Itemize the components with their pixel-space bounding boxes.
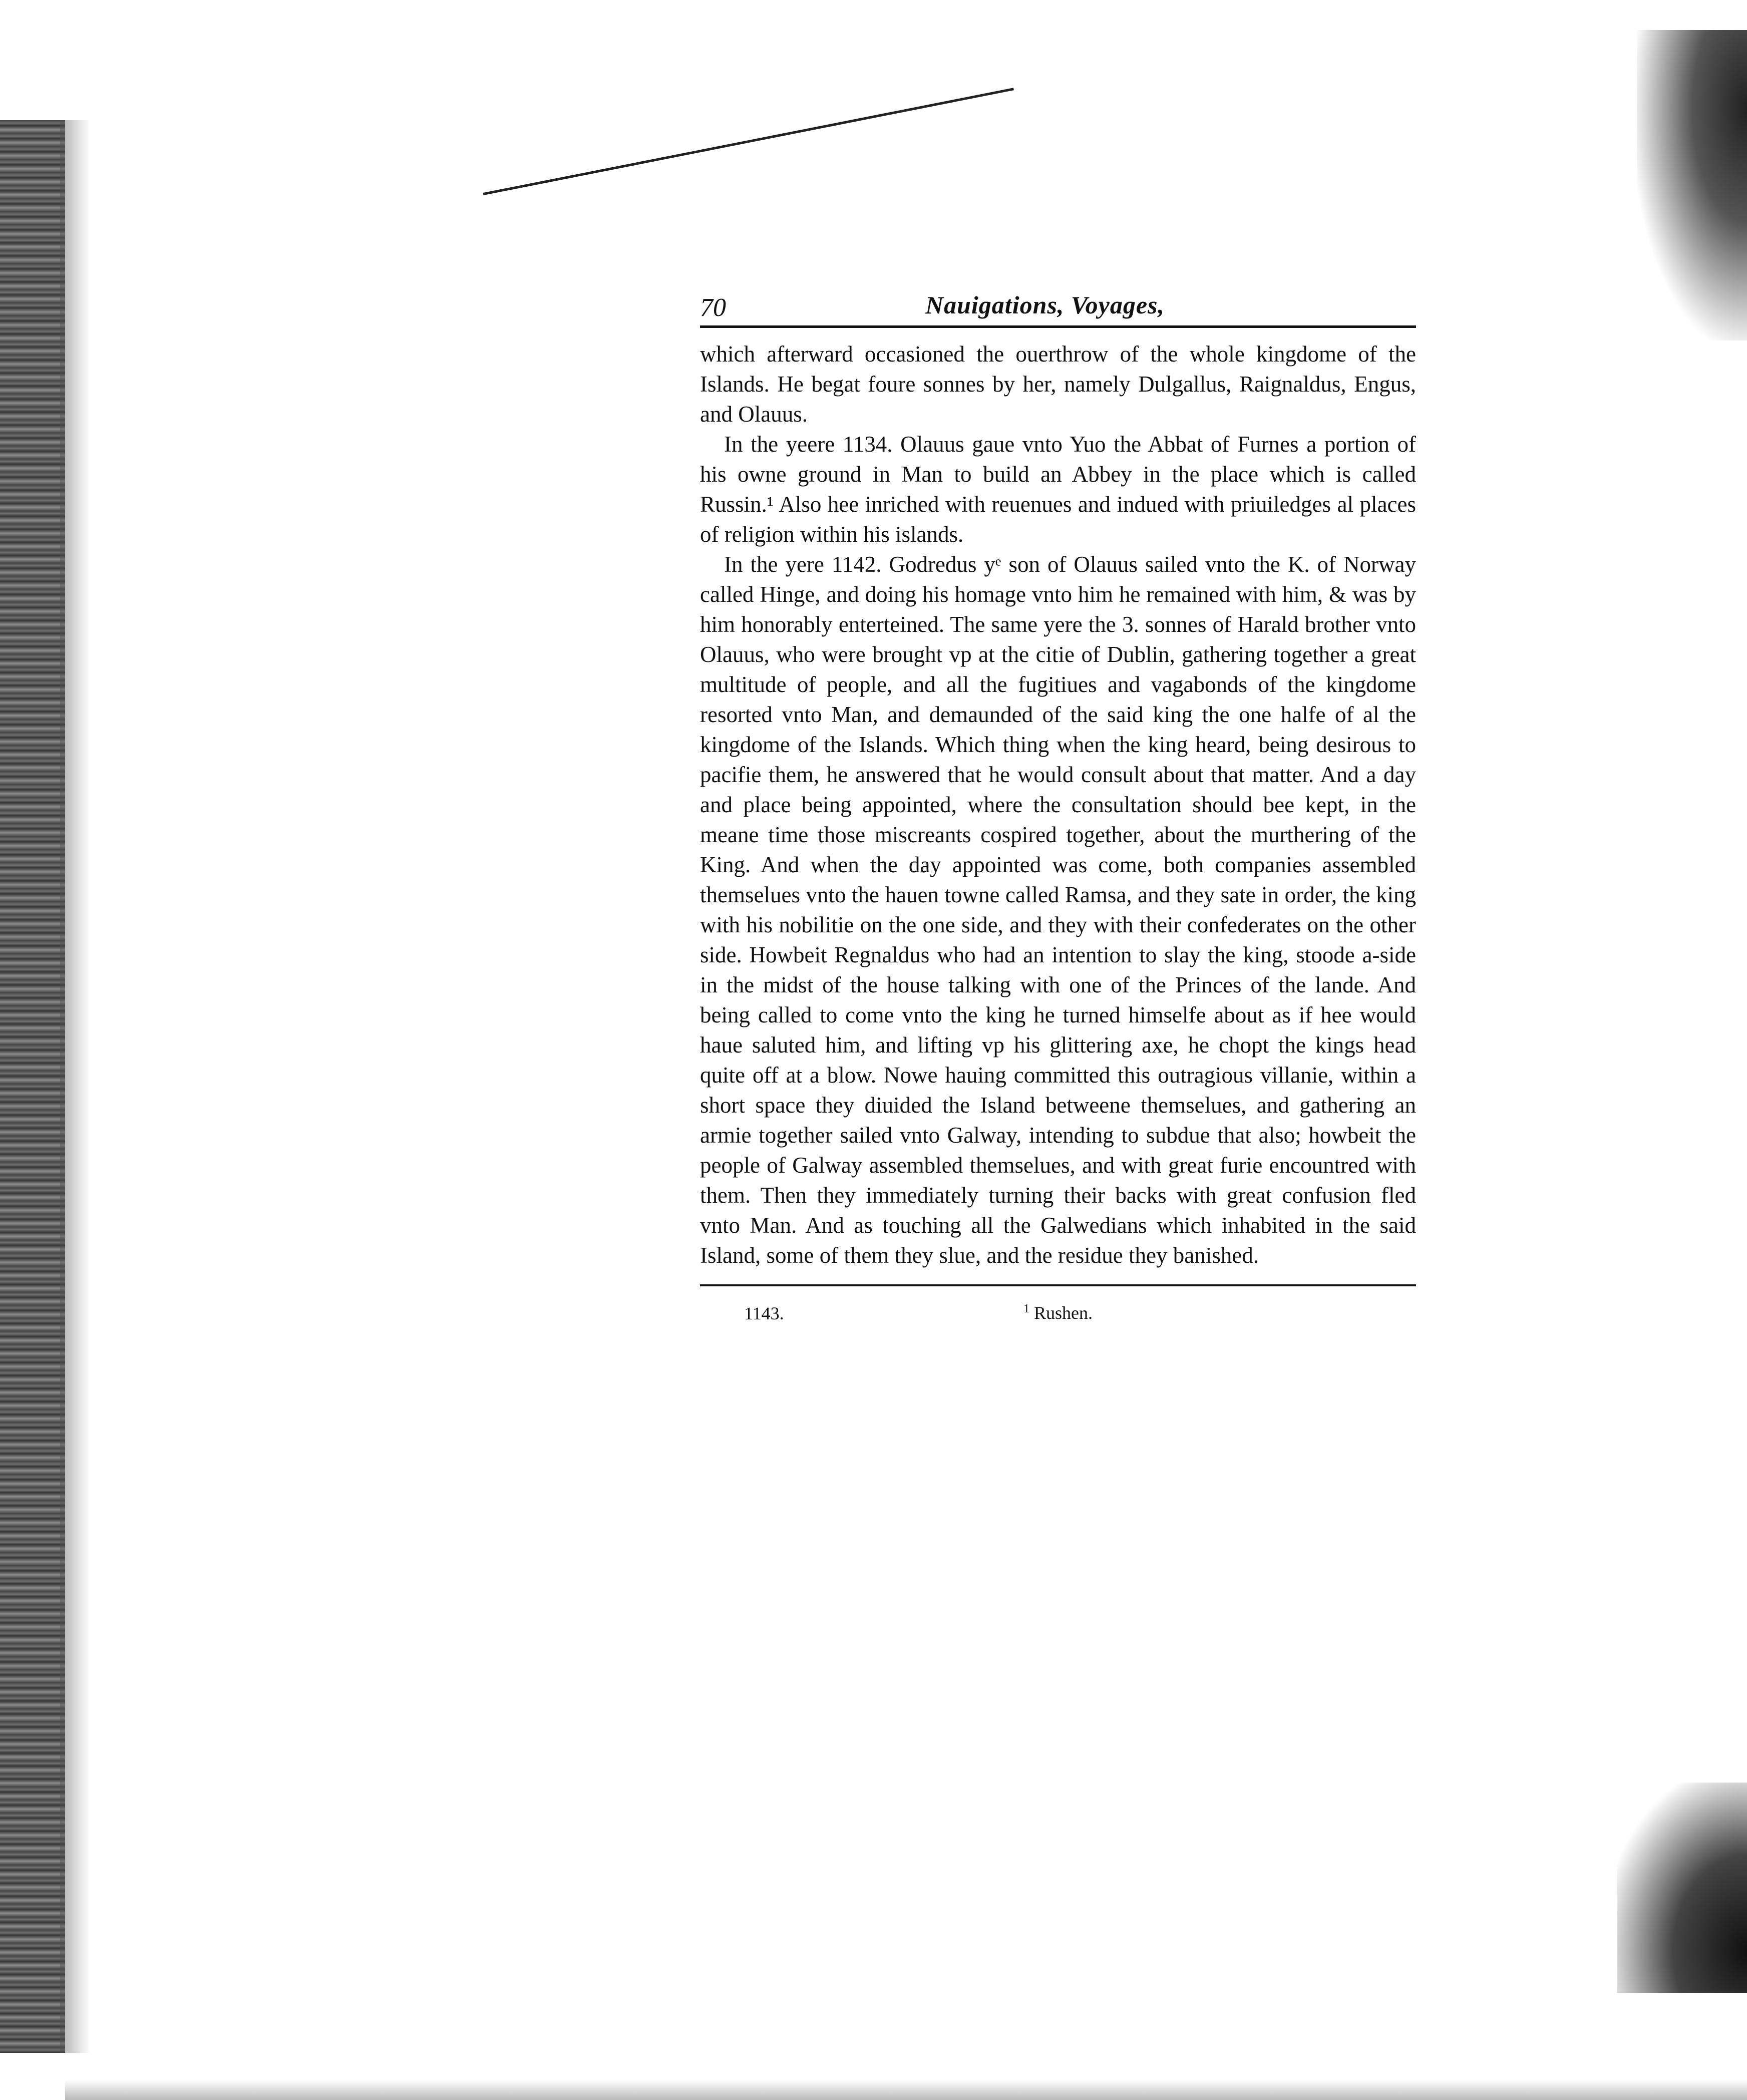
scan-binding-fade xyxy=(60,120,90,2053)
paragraph-3: In the yere 1142. Godredus yᵉ son of Olauus sailed vnto the K. of Norway called Hinge, and doing his homage vnto him he remained with him, & was by him honorably enterteined. The same yere the 3. sonnes of Harald brother vnto Olauus, who were brought vp at the citie of Dublin, gathering together a great multitude of people, and all the fugitiues and vagabonds of the kingdome resorted vnto Man, and demaunded of the said king the one halfe of al the kingdome of the Islands. Which thing when the king heard, being desirous to pacifie them, he answered that he would consult about that matter. And a day and place being appointed, where the consultation should bee kept, in the meane time those miscreants cospired together, about the murthering of the King. And when the day appointed was come, both companies assembled themselues vnto the hauen towne called Ramsa, and they sate in order, the king with his nobilitie on the one side, and they with their confederates on the other side. Howbeit Regnaldus who had an intention to slay the king, stoode a-side in the midst of the house talking with one of the Princes of the lande. And being called to come vnto the king he turned himselfe about as if hee would haue saluted him, and lifting vp his glittering axe, he chopt the kings head quite off at a blow. Nowe hauing committed this outragious villanie, within a short space they diuided the Island betweene themselues, and gathering an armie together sailed vnto Galway, intending to subdue that also; howbeit the people of Galway assembled themselues, and with great furie encountred with them. Then they immediately turning their backs with great confusion fled vnto Man. And as touching all the Galwedians which inhabited in the said Island, some of them they slue, and the residue they banished. xyxy=(700,552,1416,1268)
page-number: 70 xyxy=(700,293,726,322)
pencil-mark xyxy=(483,88,1014,195)
scan-shadow-right-bottom xyxy=(1617,1783,1747,1993)
footnote-text: Rushen. xyxy=(1034,1303,1093,1323)
paragraph-1: which afterward occasioned the ouerthrow of the whole kingdome of the Islands. He begat foure sonnes by her, namely Dulgallus, Raignaldus, Engus, and Olauus. xyxy=(700,341,1416,427)
footnote-rule xyxy=(700,1284,1416,1286)
scan-shadow-right-top xyxy=(1637,30,1747,340)
marginal-year-note: 1143. xyxy=(744,1303,784,1323)
running-title: Nauigations, Voyages, xyxy=(925,291,1165,319)
footnote-marker: 1 xyxy=(1023,1302,1029,1315)
book-page xyxy=(700,285,1416,1323)
scan-shadow-bottom xyxy=(65,2080,1747,2100)
paragraph-2: In the yeere 1134. Olauus gaue vnto Yuo the Abbat of Furnes a portion of his owne ground in Man to build an Abbey in the place which is called Russin.¹ Also hee inriched with reuenues and indued with priuiledges al places of religion within his islands. xyxy=(700,432,1416,547)
header-rule xyxy=(700,325,1416,328)
footnote xyxy=(700,1302,1416,1323)
scan-binding-shadow-left xyxy=(0,120,65,2053)
running-head xyxy=(700,285,1416,325)
